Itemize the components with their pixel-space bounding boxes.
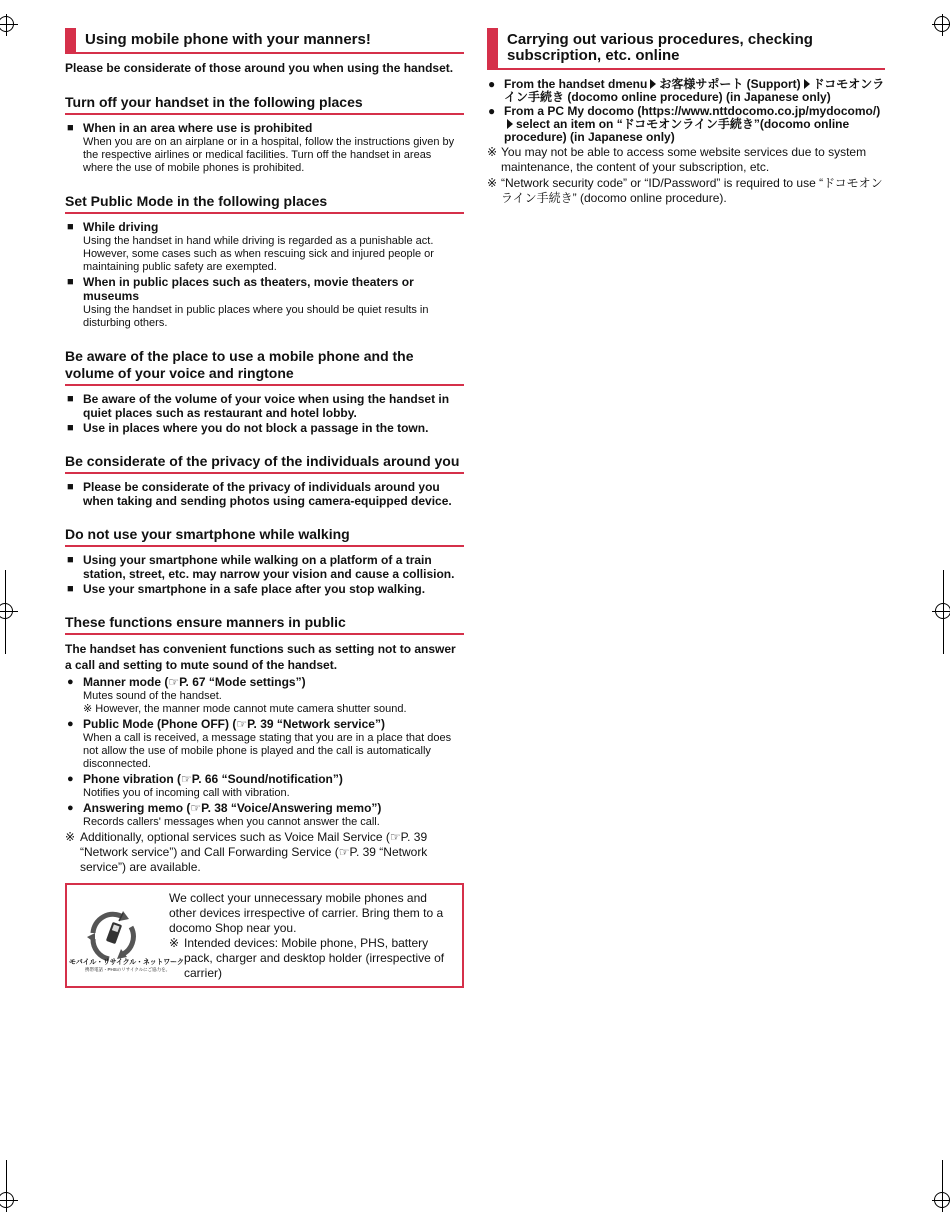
subheading: These functions ensure manners in public xyxy=(65,614,464,635)
list-item xyxy=(487,105,885,144)
list-item xyxy=(65,582,464,596)
item-title: When in an area where use is prohibited xyxy=(83,121,313,135)
kome-mark-icon: ※ xyxy=(65,830,76,844)
note-text: “Network security code” or “ID/Password” is required to use “ドコモオンライン手続き” (docomo online procedure). xyxy=(501,176,883,205)
subheading: Set Public Mode in the following places xyxy=(65,193,464,214)
item-title: Phone vibration (☞P. 66 “Sound/notification”) xyxy=(83,772,343,786)
round-bullet-icon: ● xyxy=(67,676,74,688)
list-item xyxy=(65,553,464,581)
path-step: From the handset dmenu xyxy=(504,77,648,91)
item-title: Answering memo (☞P. 38 “Voice/Answering memo”) xyxy=(83,801,382,815)
functions-note xyxy=(65,830,464,875)
square-bullet-icon: ■ xyxy=(67,122,74,134)
item-title: When in public places such as theaters, movie theaters or museums xyxy=(83,275,414,303)
note xyxy=(487,145,885,175)
recycle-main-text: We collect your unnecessary mobile phones and other devices irrespective of carrier. Bring them to a docomo Shop near you. xyxy=(169,891,444,935)
recycle-box xyxy=(65,883,464,988)
square-bullet-icon: ■ xyxy=(67,393,74,405)
list-item xyxy=(65,801,464,829)
list-item xyxy=(65,480,464,508)
section-title-manners: Using mobile phone with your manners! xyxy=(65,28,464,54)
recycle-note-text: Intended devices: Mobile phone, PHS, battery pack, charger and desktop holder (irrespective of carrier) xyxy=(184,936,445,980)
square-bullet-icon: ■ xyxy=(67,481,74,493)
round-bullet-icon: ● xyxy=(67,718,74,730)
logo-caption: モバイル・リサイクル・ネットワーク xyxy=(69,959,184,966)
list-item xyxy=(65,675,464,716)
registration-mark-bottom-left xyxy=(0,1190,18,1212)
round-bullet-icon: ● xyxy=(67,802,74,814)
item-note: ※ However, the manner mode cannot mute camera shutter sound. xyxy=(83,703,407,715)
square-bullet-icon: ■ xyxy=(67,276,74,288)
item-title: Using your smartphone while walking on a platform of a train station, street, etc. may narrow your vision and cause a collision. xyxy=(83,553,455,581)
block-volume xyxy=(65,348,464,435)
section-title-online: Carrying out various procedures, checking subscription, etc. online xyxy=(487,28,885,70)
list-item xyxy=(487,78,885,104)
item-title: Be aware of the volume of your voice when using the handset in quiet places such as restaurant and hotel lobby. xyxy=(83,392,450,420)
logo-subcaption: 携帯電話・PHSのリサイクルにご協力を。 xyxy=(85,967,171,972)
item-title: Please be considerate of the privacy of individuals around you when taking and sending photos using camera-equipped device. xyxy=(83,480,452,508)
path-step: お客様サポート (Support) xyxy=(659,77,801,91)
arrow-right-icon xyxy=(650,79,656,89)
item-title: Manner mode (☞P. 67 “Mode settings”) xyxy=(83,675,306,689)
registration-mark-bottom-right xyxy=(932,1190,950,1212)
subheading: Be aware of the place to use a mobile phone and the volume of your voice and ringtone xyxy=(65,348,464,386)
list-item xyxy=(65,121,464,175)
list-item xyxy=(65,220,464,274)
right-column xyxy=(487,28,885,206)
list-item xyxy=(65,772,464,800)
block-walking xyxy=(65,526,464,596)
subheading: Do not use your smartphone while walking xyxy=(65,526,464,547)
list-item xyxy=(65,717,464,771)
registration-mark-top-left xyxy=(0,14,18,36)
item-desc: Records callers' messages when you cannot answer the call. xyxy=(83,816,380,828)
kome-mark-icon: ※ xyxy=(487,145,498,159)
item-desc: Mutes sound of the handset. xyxy=(83,690,222,702)
round-bullet-icon: ● xyxy=(488,77,496,91)
kome-mark-icon: ※ xyxy=(487,176,498,190)
manners-lead: Please be considerate of those around you when using the handset. xyxy=(65,61,454,75)
item-title: Use your smartphone in a safe place after you stop walking. xyxy=(83,582,426,596)
block-public-mode xyxy=(65,193,464,330)
arrow-right-icon xyxy=(804,79,810,89)
list-item xyxy=(65,275,464,330)
round-bullet-icon: ● xyxy=(67,773,74,785)
block-functions xyxy=(65,614,464,875)
functions-intro: The handset has convenient functions such as setting not to answer a call and setting to mute sound of the handset. xyxy=(65,642,456,672)
note-text: You may not be able to access some website services due to system maintenance, the content of your subscription, etc. xyxy=(501,145,867,174)
list-item xyxy=(65,392,464,420)
note xyxy=(487,176,885,206)
path-step: From a PC My docomo (https://www.nttdocomo.co.jp/mydocomo/) xyxy=(504,104,881,118)
registration-mark-mid-left xyxy=(0,600,18,624)
block-turn-off xyxy=(65,94,464,175)
arrow-right-icon xyxy=(507,119,513,129)
registration-mark-top-right xyxy=(932,14,950,36)
subheading: Turn off your handset in the following places xyxy=(65,94,464,115)
square-bullet-icon: ■ xyxy=(67,583,74,595)
list-item xyxy=(65,421,464,435)
subheading: Be considerate of the privacy of the individuals around you xyxy=(65,453,464,474)
recycle-text xyxy=(169,891,456,981)
square-bullet-icon: ■ xyxy=(67,422,74,434)
path-step: select an item on “ドコモオンライン手続き”(docomo online procedure) (in Japanese only) xyxy=(504,117,850,144)
registration-mark-mid-right xyxy=(932,600,950,624)
kome-mark-icon: ※ xyxy=(169,936,180,950)
recycle-note xyxy=(169,936,456,981)
item-desc: Using the handset in public places where you should be quiet results in disturbing others. xyxy=(83,304,429,329)
item-desc: Using the handset in hand while driving is regarded as a punishable act. However, some cases such as when rescuing sick and injured people or maintaining public safety are exempted. xyxy=(83,235,434,273)
item-title: Public Mode (Phone OFF) (☞P. 39 “Network service”) xyxy=(83,717,385,731)
item-desc: Notifies you of incoming call with vibration. xyxy=(83,787,290,799)
item-title: While driving xyxy=(83,220,159,234)
round-bullet-icon: ● xyxy=(488,104,496,118)
square-bullet-icon: ■ xyxy=(67,221,74,233)
item-title: Use in places where you do not block a passage in the town. xyxy=(83,421,429,435)
functions-note-text: Additionally, optional services such as Voice Mail Service (☞P. 39 “Network service”) and Call Forwarding Service (☞P. 39 “Network service”) are available. xyxy=(80,830,428,874)
square-bullet-icon: ■ xyxy=(67,554,74,566)
item-desc: When a call is received, a message stating that you are in a place that does not allow the use of mobile phone is played and the call is automatically disconnected. xyxy=(83,732,452,770)
block-privacy xyxy=(65,453,464,508)
path-step: ドコモオンライン手続き (docomo online procedure) (in Japanese only) xyxy=(504,77,885,104)
item-desc: When you are on an airplane or in a hospital, follow the instructions given by the respective airlines or medical facilities. Turn off the handset in areas where the use of mobile phones is prohibited. xyxy=(83,136,455,174)
left-column xyxy=(65,28,464,988)
